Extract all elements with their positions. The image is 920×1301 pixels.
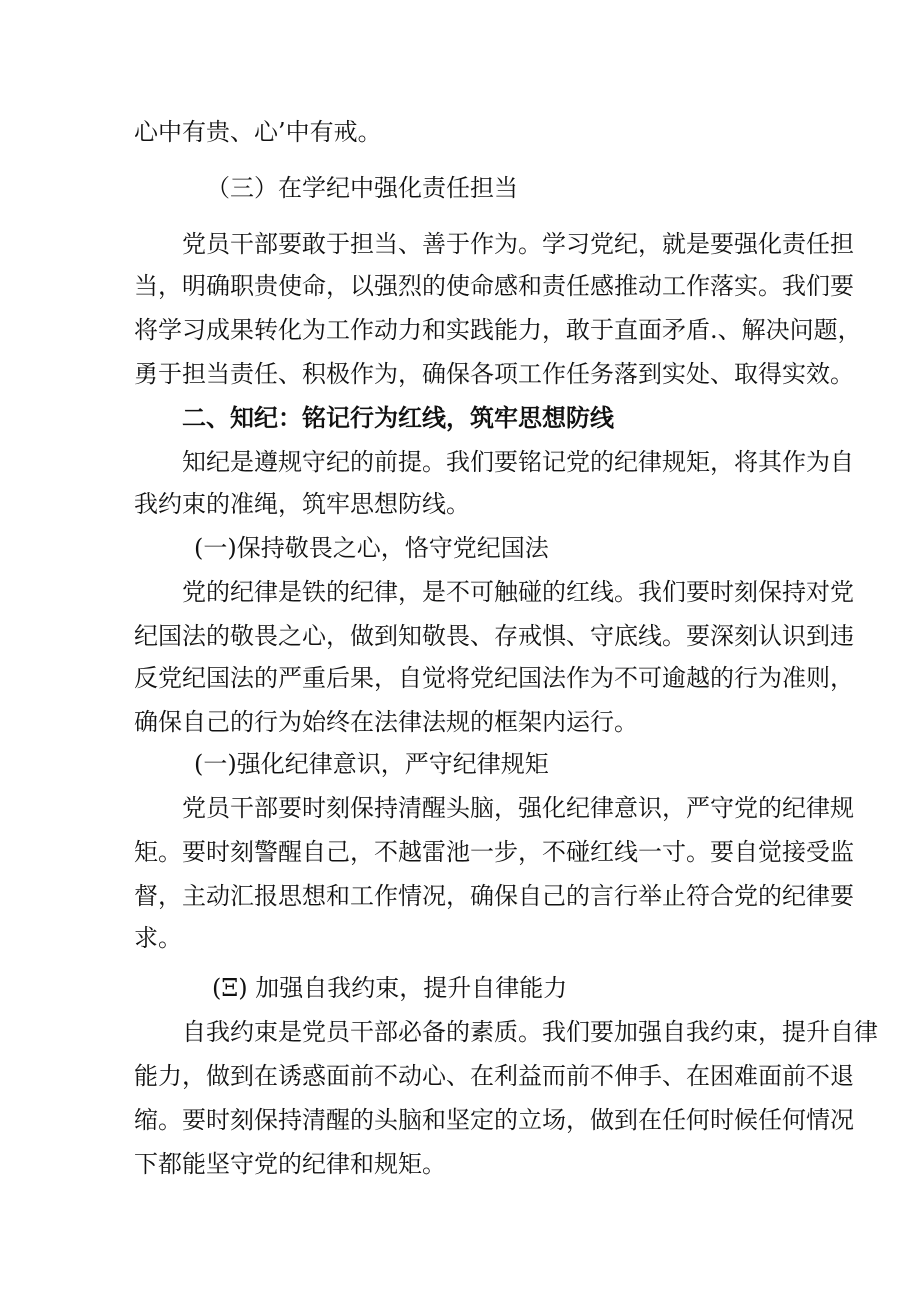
paragraph-line: 纪国法的敬畏之心，做到知敬畏、存戒惧、守底线。要深刻认识到违 [134,622,854,650]
paragraph-line: 党员干部要时刻保持清醒头脑，强化纪律意识，严守党的纪律规 [182,794,854,822]
paragraph-line: 确保自己的行为始终在法律法规的框架内运行。 [134,708,638,736]
paragraph-line: 自我约束是党员干部必备的素质。我们要加强自我约束，提升自律 [182,1018,878,1046]
paragraph-line: 能力，做到在诱惑面前不动心、在利益而前不伸手、在困难面前不退 [134,1062,854,1090]
paragraph-line: 将学习成果转化为工作动力和实践能力，敢于直面矛盾.、解决问题， [134,316,862,344]
paragraph-line: 矩。要时刻警醒自己，不越雷池一步，不碰红线一寸。要自觉接受监 [134,838,854,866]
paragraph-line: 求。 [134,924,182,952]
paragraph-continuation: 心中有贵、心’中有戒。 [134,118,382,146]
paragraph-line: 党的纪律是铁的纪律，是不可触碰的红线。我们要时刻保持对党 [182,578,854,606]
paragraph-line: 知纪是遵规守纪的前提。我们要铭记党的纪律规矩，将其作为自 [182,448,854,476]
paragraph-line: 我约束的准绳，筑牢思想防线。 [134,490,470,518]
subsection-heading-2: (一)强化纪律意识，严守纪律规矩 [194,750,549,778]
paragraph-line: 下都能坚守党的纪律和规矩。 [134,1150,446,1178]
subsection-heading-1: (一)保持敬畏之心，恪守党纪国法 [194,534,549,562]
paragraph-line: 缩。要时刻保持清醒的头脑和坚定的立场，做到在任何时候任何情况 [134,1106,854,1134]
paragraph-line: 勇于担当责任、积极作为，确保各项工作任务落到实处、取得实效。 [134,360,854,388]
paragraph-line: 党员干部要敢于担当、善于作为。学习党纪，就是要强化责任担 [182,230,854,258]
subsection-heading-3b: (Ξ) 加强自我约束，提升自律能力 [212,974,568,1002]
subsection-heading-3: （三）在学纪中强化责任担当 [206,174,518,202]
paragraph-line: 督，主动汇报思想和工作情况，确保自己的言行举止符合党的纪律要 [134,882,854,910]
section-heading-2: 二、知纪：铭记行为红线，筑牢思想防线 [182,403,614,432]
paragraph-line: 反党纪国法的严重后果，自觉将党纪国法作为不可逾越的行为准则， [134,664,854,692]
paragraph-line: 当，明确职贵使命，以强烈的使命感和责任感推动工作落实。我们要 [134,272,854,300]
